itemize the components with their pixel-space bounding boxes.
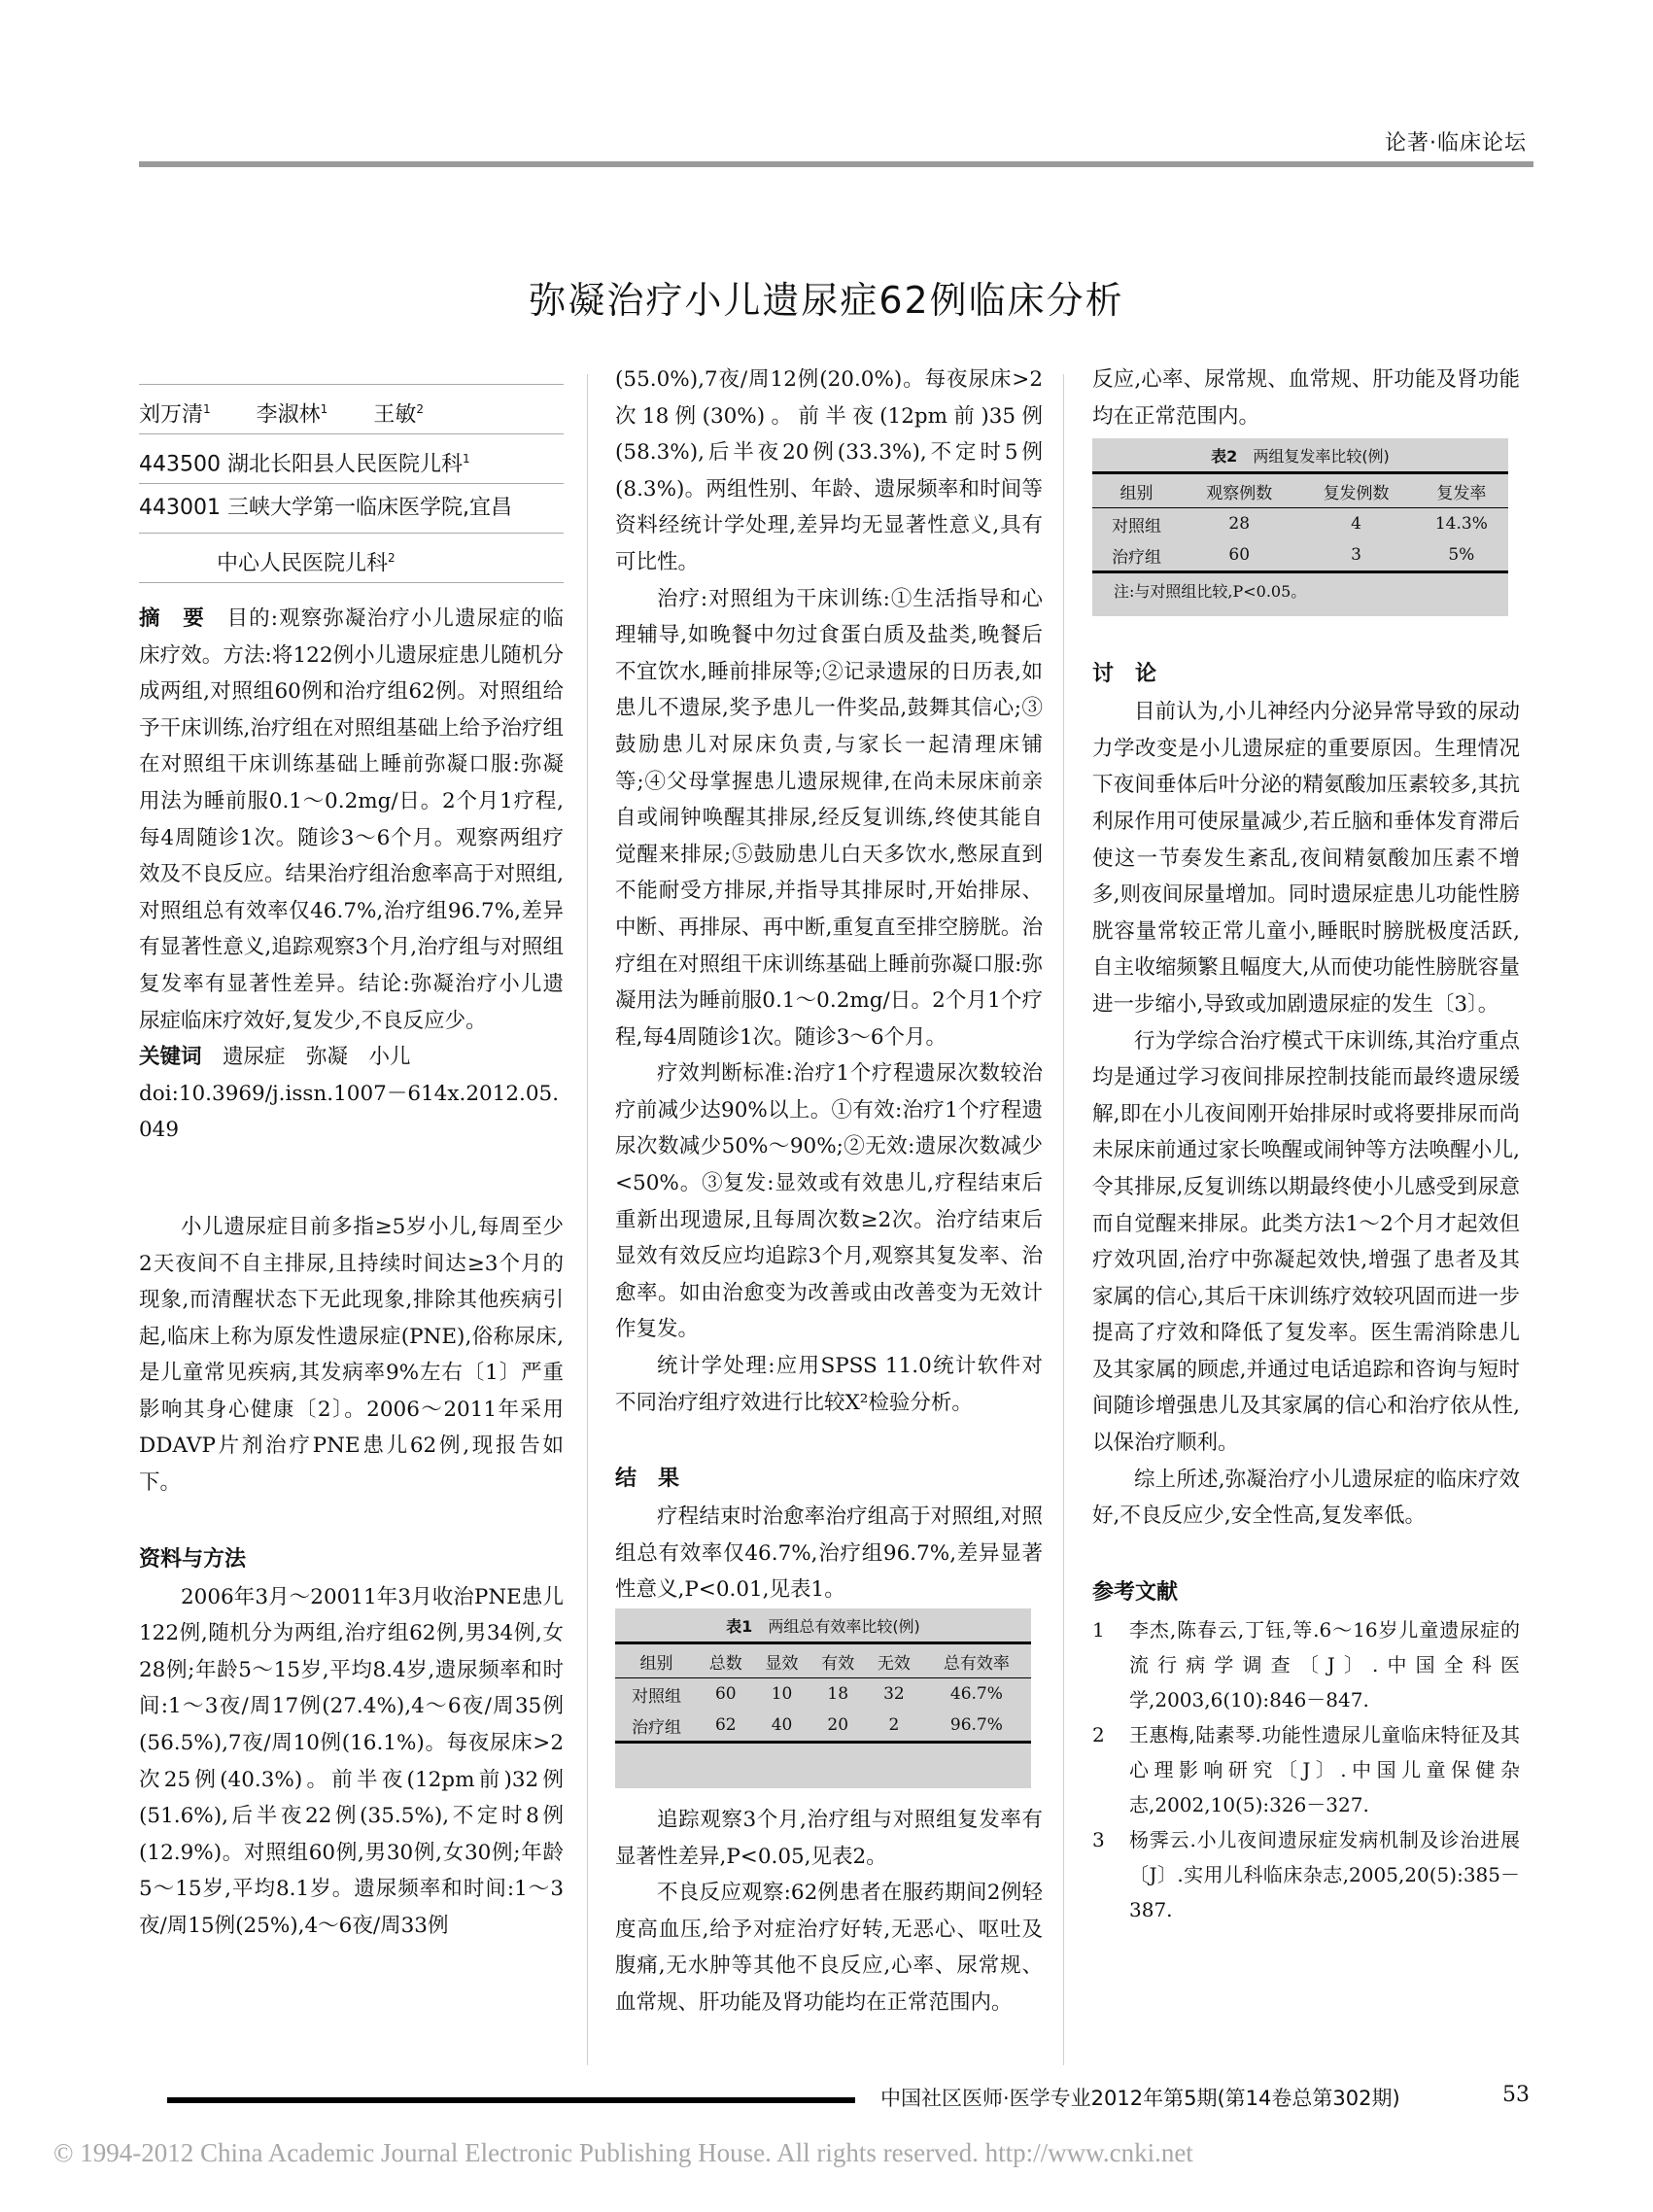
discussion-paragraph: 行为学综合治疗模式干床训练,其治疗重点均是通过学习夜间排尿控制技能而最终遗尿缓解,即在小儿夜间刚开始排尿时或将要排尿而尚未尿床前通过家长唤醒或闹钟等方法唤醒小儿,令其排尿,反复训练以期最终使小儿感受到尿意而自觉醒来排尿。此类方法1～2个月才起效但疗效巩固,治疗中弥凝起效快,增强了患者及其家属的信心,其后干床训练疗效较巩固而进一步提高了疗效和降低了复发率。医生需消除患儿及其家属的顾虑,并通过电话追踪和咨询与短时间随诊增强患儿及其家属的信心和治疗依从性,以保治疗顺利。 [1092, 1028, 1520, 1456]
abstract [139, 601, 564, 1039]
table-cell: 2 [866, 1710, 922, 1743]
reference-number: 1 [1092, 1617, 1105, 1642]
discussion-paragraph: 目前认为,小儿神经内分泌异常导致的尿动力学改变是小儿遗尿症的重要原因。生理情况下夜间垂体后叶分泌的精氨酸加压素较多,其抗利尿作用可使尿量减少,若丘脑和垂体发育滞后使这一节奏发生紊乱,夜间精氨酸加压素不增多,则夜间尿量增加。同时遗尿症患儿功能性膀胱容量常较正常儿童小,睡眠时膀胱极度活跃,自主收缩频繁且幅度大,从而使功能性膀胱容量进一步缩小,导致或加剧遗尿症的发生〔3〕。 [1092, 700, 1520, 1017]
footer-rule [167, 2097, 855, 2103]
header-rule [139, 161, 1533, 167]
column-header: 复发率 [1415, 473, 1508, 508]
methods-paragraph-cont: (55.0%),7夜/周12例(20.0%)。每夜尿床>2次18例(30%)。前半夜(12pm前)35例(58.3%),后半夜20例(33.3%),不定时5例(8.3%)。两组性别、年龄、遗尿频率和时间等资料经统计学处理,差异均无显著性意义,具有可比性。 [615, 367, 1043, 574]
discussion-heading: 讨 论 [1092, 662, 1157, 687]
table-2-grid [1092, 471, 1508, 573]
table-header-row [1092, 473, 1508, 508]
table-header-row [615, 1643, 1031, 1678]
reference-item [1092, 1822, 1520, 1927]
methods-paragraph: 2006年3月～20011年3月收治PNE患儿122例,随机分为两组,治疗组62例,男34例,女28例;年龄5～15岁,平均8.4岁,遗尿频率和时间:1～3夜/周17例(27.4%),4～6夜/周35例(56.5%),7夜/周10例(16.1%)。每夜尿床>2次25例(40.3%)。前半夜(12pm前)32例(51.6%),后半夜22例(35.5%),不定时8例(12.9%)。对照组60例,男30例,女30例;年龄5～15岁,平均8.1岁。遗尿频率和时间:1～3夜/周15例(25%),4～6夜/周33例 [139, 1584, 564, 1938]
journal-info: 中国社区医师·医学专业2012年第5期(第14卷总第302期) [880, 2087, 1400, 2110]
table-caption-text: 两组总有效率比较(例) [768, 1617, 920, 1636]
table-1 [615, 1608, 1031, 1788]
author-sup: 1 [203, 402, 211, 416]
table-cell: 60 [714, 1684, 737, 1704]
column-header: 组别 [1092, 473, 1181, 508]
table-1-caption [615, 1612, 1031, 1642]
table-row [615, 1678, 1031, 1711]
abstract-text: 目的:观察弥凝治疗小儿遗尿症的临床疗效。方法:将122例小儿遗尿症患儿随机分成两组,对照组60例和治疗组62例。对照组给予干床训练,治疗组在对照组基础上给予治疗组在对照组干床训练基础上睡前弥凝口服:弥凝用法为睡前服0.1～0.2mg/日。2个月1疗程,每4周随诊1次。随诊3～6个月。观察两组疗效及不良反应。结果治疗组治愈率高于对照组,对照组总有效率仅46.7%,治疗组96.7%,差异有显著性意义,追踪观察3个月,治疗组与对照组复发率有显著性差异。结论:弥凝治疗小儿遗尿症临床疗效好,复发少,不良反应少。 [139, 606, 564, 1033]
treatment-paragraph: 治疗:对照组为干床训练:①生活指导和心理辅导,如晚餐中勿过食蛋白质及盐类,晚餐后不宜饮水,睡前排尿等;②记录遗尿的日历表,如患儿不遗尿,奖予患儿一件奖品,鼓舞其信心;③鼓励患儿对尿床负责,与家长一起清理床铺等;④父母掌握患儿遗尿规律,在尚未尿床前亲自或闹钟唤醒其排尿,经反复训练,终使其能自觉醒来排尿;⑤鼓励患儿白天多饮水,憋尿直到不能耐受方排尿,并指导其排尿时,开始排尿、中断、再排尿、再中断,重复直至排空膀胱。治疗组在对照组干床训练基础上睡前弥凝口服:弥凝用法为睡前服0.1～0.2mg/日。2个月1个疗程,每4周随诊1次。随诊3～6个月。 [615, 586, 1043, 1050]
keywords [139, 1039, 564, 1076]
table-cell: 治疗组 [615, 1710, 698, 1743]
table-cell: 3 [1297, 539, 1414, 572]
adverse-paragraph: 不良反应观察:62例患者在服药期间2例轻度高血压,给予对症治疗好转,无恶心、呕吐及腹痛,无水肿等其他不良反应,心率、尿常规、血常规、肝功能及肾功能均在正常范围内。 [615, 1881, 1043, 2015]
table-2 [1092, 438, 1508, 616]
keywords-text: 遗尿症 弥凝 小儿 [223, 1045, 411, 1070]
methods-heading: 资料与方法 [139, 1546, 247, 1572]
reference-text: 王惠梅,陆素琴.功能性遗尿儿童临床特征及其心理影响研究〔J〕.中国儿童保健杂志,2002,10(5):326－327. [1129, 1722, 1520, 1816]
affiliation-text: 443001 三峡大学第一临床医学院,宜昌 [139, 496, 512, 520]
author-names [139, 384, 564, 434]
intro-paragraph: 小儿遗尿症目前多指≥5岁小儿,每周至少2天夜间不自主排尿,且持续时间达≥3个月的现象,而清醒状态下无此现象,排除其他疾病引起,临床上称为原发性遗尿症(PNE),俗称尿床,是儿童常见疾病,其发病率9%左右〔1〕严重影响其身心健康〔2〕。2006～2011年采用DDAVP片剂治疗PNE患儿62例,现报告如下。 [139, 1214, 564, 1496]
table-cell: 对照组 [631, 1686, 681, 1707]
column-header: 无效 [866, 1643, 922, 1678]
abstract-label: 摘 要 [139, 606, 205, 631]
reference-number: 2 [1092, 1722, 1105, 1746]
table-cell: 14.3% [1434, 514, 1488, 535]
copyright-notice: © 1994-2012 China Academic Journal Electronic Publishing House. All rights reserved. http://www.cnki.net [53, 2138, 1193, 2167]
table-caption-num: 表1 [726, 1617, 753, 1636]
table-1-grid [615, 1642, 1031, 1744]
table-cell: 40 [754, 1710, 810, 1743]
column-2 [615, 362, 1043, 2015]
reference-list [1092, 1612, 1520, 1927]
affiliation-sup: 2 [388, 551, 396, 565]
reference-item [1092, 1612, 1520, 1717]
reference-text: 杨霁云.小儿夜间遗尿症发病机制及诊治进展〔J〕.实用儿科临床杂志,2005,20(5):385－387. [1129, 1827, 1520, 1921]
affiliation-text: 中心人民医院儿科 [217, 551, 389, 576]
reference-text: 李杰,陈春云,丁钰,等.6～16岁儿童遗尿症的流行病学调查〔J〕.中国全科医学,2003,6(10):846－847. [1129, 1617, 1520, 1711]
table-cell: 60 [1181, 539, 1297, 572]
table-cell: 28 [1228, 514, 1251, 535]
table-cell: 5% [1415, 539, 1508, 572]
references-heading: 参考文献 [1092, 1579, 1179, 1605]
column-1 [139, 384, 564, 1945]
doi: doi:10.3969/j.issn.1007－614x.2012.05.049 [139, 1081, 560, 1143]
keywords-label: 关键词 [139, 1045, 202, 1070]
section-tag: 论著·临床论坛 [1385, 131, 1527, 156]
author-block [139, 384, 564, 583]
results-heading: 结 果 [615, 1467, 680, 1492]
table-cell: 32 [883, 1684, 905, 1704]
affiliation-sup: 1 [462, 452, 470, 466]
column-3 [1092, 362, 1520, 1927]
results-paragraph: 疗程结束时治愈率治疗组高于对照组,对照组总有效率仅46.7%,治疗组96.7%,差异显著性意义,P<0.01,见表1。 [615, 1504, 1043, 1603]
column-header: 显效 [754, 1643, 810, 1678]
table-row [1092, 539, 1508, 572]
table-2-caption [1092, 442, 1508, 471]
affiliation-text: 443500 湖北长阳县人民医院儿科 [139, 452, 463, 477]
table-cell: 18 [827, 1684, 849, 1704]
table-cell: 20 [809, 1710, 866, 1743]
column-header: 复发例数 [1297, 473, 1414, 508]
table-cell: 4 [1351, 514, 1361, 535]
table-caption-num: 表2 [1211, 447, 1238, 467]
table-cell: 62 [698, 1710, 754, 1743]
column-header: 观察例数 [1181, 473, 1297, 508]
statistics-paragraph: 统计学处理:应用SPSS 11.0统计软件对不同治疗组疗效进行比较X²检验分析。 [615, 1354, 1043, 1415]
column-header: 总有效率 [922, 1643, 1031, 1678]
author-sup: 2 [416, 402, 424, 416]
column-divider [1063, 374, 1064, 2065]
table-cell: 46.7% [949, 1684, 1003, 1704]
affiliation [139, 484, 564, 534]
article-title: 弥凝治疗小儿遗尿症62例临床分析 [529, 279, 1124, 322]
followup-paragraph: 追踪观察3个月,治疗组与对照组复发率有显著性差异,P<0.05,见表2。 [615, 1808, 1043, 1869]
affiliation [139, 534, 564, 583]
author-name: 李淑林 [256, 402, 321, 428]
reference-number: 3 [1092, 1827, 1105, 1851]
author-name: 王敏 [373, 402, 417, 428]
reference-item [1092, 1717, 1520, 1822]
page-number: 53 [1502, 2083, 1530, 2107]
table-row [615, 1710, 1031, 1743]
table-row [1092, 508, 1508, 540]
author-name: 刘万清 [139, 402, 204, 428]
column-header: 组别 [615, 1643, 698, 1678]
criteria-paragraph: 疗效判断标准:治疗1个疗程遗尿次数较治疗前减少达90%以上。①有效:治疗1个疗程遗尿次数减少50%～90%;②无效:遗尿次数减少<50%。③复发:显效或有效患儿,疗程结束后重新出现遗尿,且每周次数≥2次。治疗结束后显效有效反应均追踪3个月,观察其复发率、治愈率。如由治愈变为改善或由改善变为无效计作复发。 [615, 1061, 1043, 1342]
adverse-paragraph-cont: 反应,心率、尿常规、血常规、肝功能及肾功能均在正常范围内。 [1092, 367, 1520, 429]
conclusion-paragraph: 综上所述,弥凝治疗小儿遗尿症的临床疗效好,不良反应少,安全性高,复发率低。 [1092, 1467, 1520, 1529]
author-sup: 1 [320, 402, 328, 416]
table-2-note: 注:与对照组比较,P<0.05。 [1114, 582, 1307, 602]
affiliation [139, 434, 564, 484]
column-divider [587, 374, 588, 2065]
table-cell: 10 [771, 1684, 793, 1704]
table-cell: 治疗组 [1092, 539, 1181, 572]
column-header: 有效 [809, 1643, 866, 1678]
table-cell: 96.7% [922, 1710, 1031, 1743]
table-caption-text: 两组复发率比较(例) [1253, 447, 1390, 467]
column-header: 总数 [698, 1643, 754, 1678]
table-cell: 对照组 [1112, 516, 1162, 536]
